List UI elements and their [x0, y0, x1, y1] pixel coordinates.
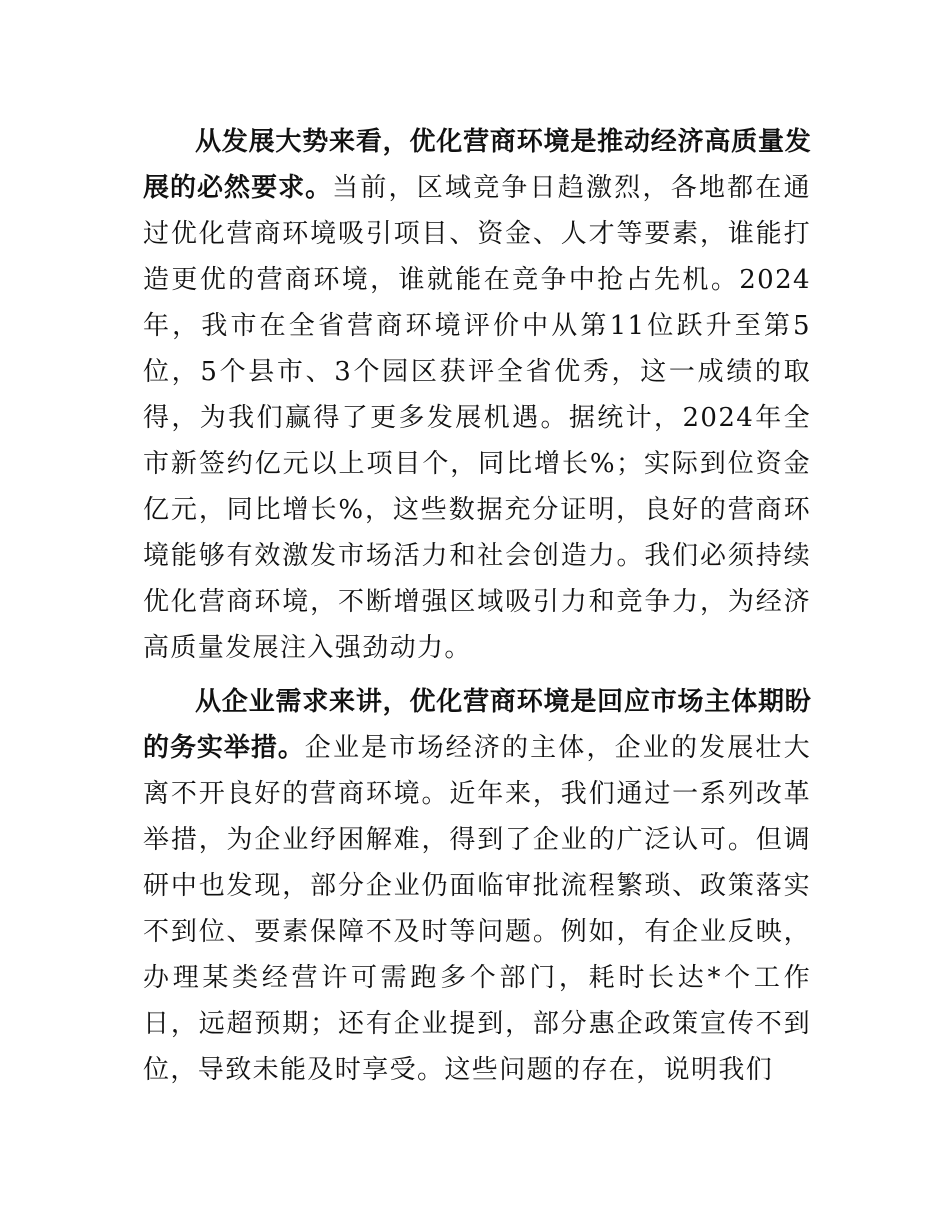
paragraph-body-text: 当前，区域竞争日趋激烈，各地都在通过优化营商环境吸引项目、资金、人才等要素，谁能打造更优的营商环境，谁就能在竞争中抢占先机。2024年，我市在全省营商环境评价中从第11位跃升至第5位，5个县市、3个园区获评全省优秀，这一成绩的取得，为我们赢得了更多发展机遇。据统计，2024年全市新签约亿元以上项目个，同比增长%；实际到位资金亿元，同比增长%，这些数据充分证明，良好的营商环境能够有效激发市场活力和社会创造力。我们必须持续优化营商环境，不断增强区域吸引力和竞争力，为经济高质量发展注入强劲动力。: [143, 173, 811, 663]
paragraph-lead-sentence: 从发展大势来看，优化营商环境是推动经济高质量发展的必然要求。: [143, 127, 811, 203]
paragraph-lead-sentence: 从企业需求来讲，优化营商环境是回应市场主体期盼的务实举措。: [143, 687, 811, 763]
paragraph-development-trend: [143, 119, 811, 671]
paragraph-body-text: 企业是市场经济的主体，企业的发展壮大离不开良好的营商环境。近年来，我们通过一系列改革举措，为企业纾困解难，得到了企业的广泛认可。但调研中也发现，部分企业仍面临审批流程繁琐、政策落实不到位、要素保障不及时等问题。例如，有企业反映，办理某类经营许可需跑多个部门，耗时长达*个工作日，远超预期；还有企业提到，部分惠企政策宣传不到位，导致未能及时享受。这些问题的存在，说明我们: [143, 733, 812, 1085]
paragraph-enterprise-needs: [143, 679, 811, 1093]
